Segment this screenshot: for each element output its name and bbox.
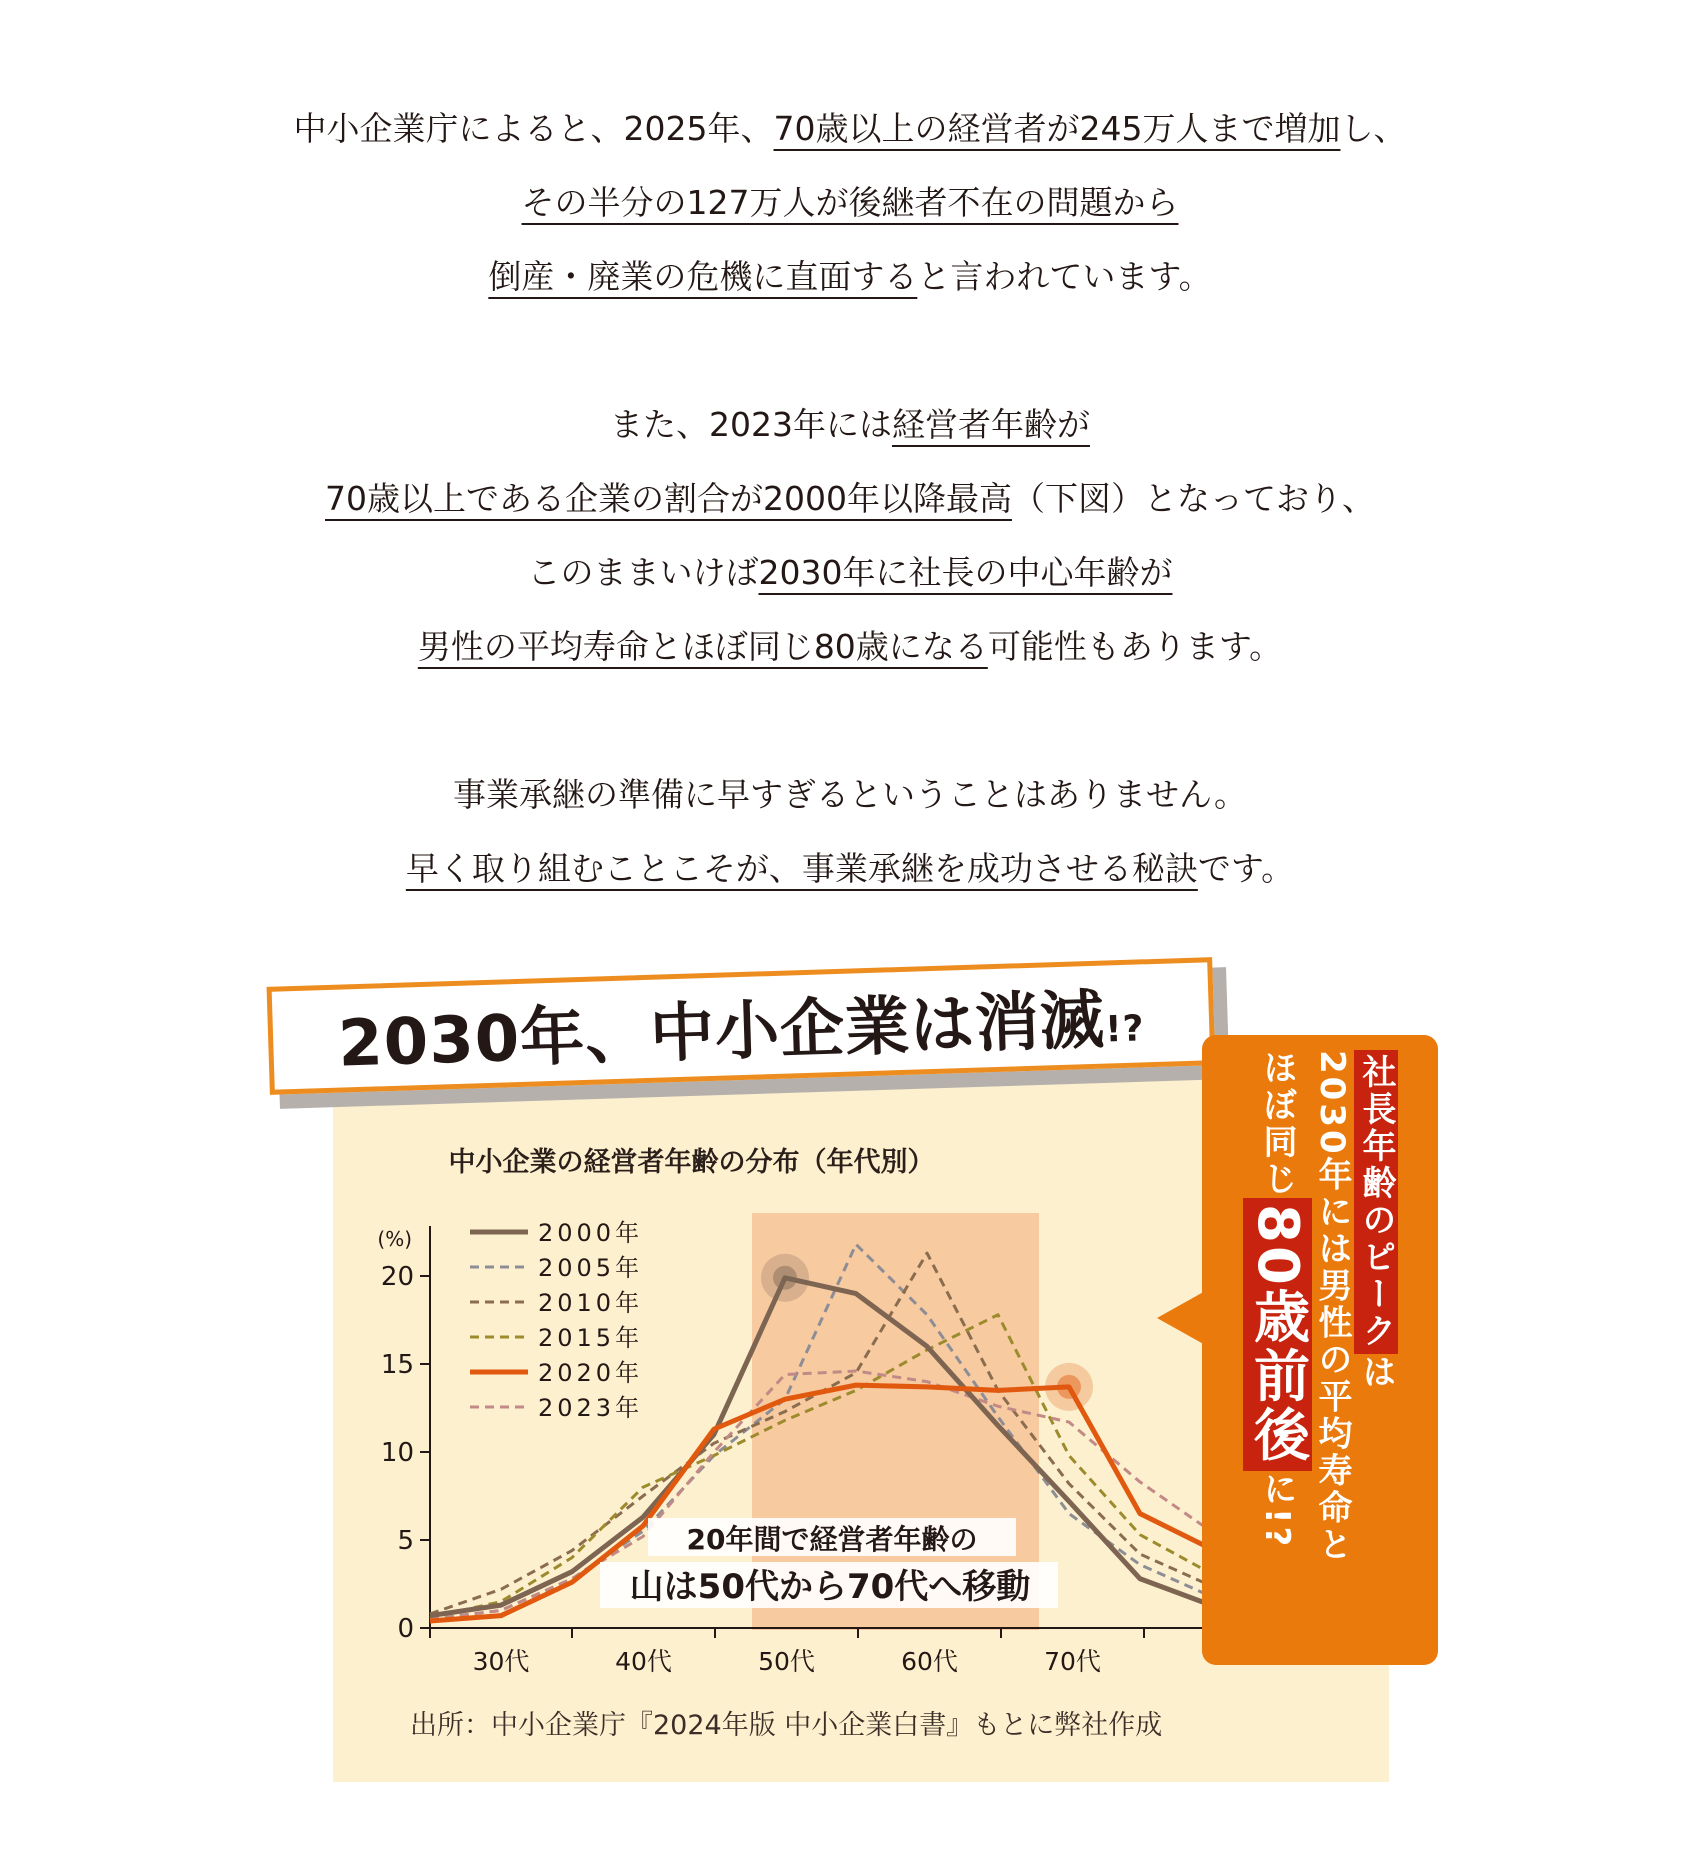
- legend-label: 2000年: [538, 1219, 644, 1247]
- y-tick-label: 15: [380, 1350, 414, 1380]
- text-phrase: 事業承継の準備に早すぎるということはありません。: [453, 775, 1247, 814]
- text-phrase: このままいけば: [527, 553, 759, 592]
- annotation-line-1: 20年間で経営者年齢の: [686, 1523, 978, 1556]
- headline-text: 2030年、中小企業は消滅!?: [337, 983, 1146, 1082]
- legend-label: 2015年: [538, 1324, 644, 1352]
- underlined-phrase: 早く取り組むことこそが、事業承継を成功させる秘訣: [405, 849, 1198, 888]
- peak-marker: [773, 1266, 797, 1290]
- text-phrase: し、: [1340, 109, 1407, 148]
- text-phrase: です。: [1197, 849, 1295, 888]
- text-phrase: また、2023年には: [610, 405, 892, 444]
- text-phrase: （下図）となっており、: [1011, 479, 1375, 518]
- underlined-phrase: 70歳以上の経営者が245万人まで増加: [773, 109, 1341, 148]
- annotation-line-2: 山は50代から70代へ移動: [629, 1567, 1031, 1607]
- x-tick-label: 40代: [615, 1647, 672, 1676]
- source-note: 出所：中小企業庁『2024年版 中小企業白書』もとに弊社作成: [410, 1710, 1163, 1741]
- y-tick-label: 0: [397, 1614, 414, 1644]
- underlined-phrase: その半分の127万人が後継者不在の問題から: [521, 183, 1179, 222]
- callout-tail: [1157, 1290, 1207, 1346]
- callout-col-2: 2030年には男性の平均寿命と: [1312, 1050, 1352, 1564]
- x-tick-label: 70代: [1044, 1647, 1101, 1676]
- chart-title: 中小企業の経営者年齢の分布（年代別）: [448, 1147, 935, 1178]
- peak-marker: [1057, 1375, 1081, 1399]
- y-axis-unit: (%): [377, 1227, 412, 1251]
- y-tick-label: 20: [380, 1262, 414, 1292]
- x-tick-label: 60代: [901, 1647, 958, 1676]
- underlined-phrase: 男性の平均寿命とほぼ同じ80歳になる: [417, 627, 988, 666]
- underlined-phrase: 倒産・廃業の危機に直面する: [488, 257, 918, 296]
- legend-label: 2023年: [538, 1394, 644, 1422]
- legend-label: 2010年: [538, 1289, 644, 1317]
- underlined-phrase: 70歳以上である企業の割合が2000年以降最高: [325, 479, 1012, 518]
- legend-label: 2005年: [538, 1254, 644, 1282]
- underlined-phrase: 2030年に社長の中心年齢が: [758, 553, 1173, 592]
- callout-col-3: ほぼ同じ80歳前後に!?: [1245, 1050, 1310, 1550]
- y-tick-label: 10: [380, 1438, 414, 1468]
- y-tick-label: 5: [397, 1526, 414, 1556]
- text-phrase: 可能性もあります。: [987, 627, 1283, 666]
- text-phrase: と言われています。: [917, 257, 1212, 296]
- legend-label: 2020年: [538, 1359, 644, 1387]
- callout-text: [1216, 1050, 1426, 1660]
- x-tick-label: 50代: [758, 1647, 815, 1676]
- underlined-phrase: 経営者年齢が: [891, 405, 1090, 444]
- text-phrase: 中小企業庁によると、2025年、: [293, 109, 774, 148]
- x-tick-label: 30代: [472, 1647, 530, 1676]
- callout-col-1: 社長年齢のピークは: [1359, 1050, 1393, 1660]
